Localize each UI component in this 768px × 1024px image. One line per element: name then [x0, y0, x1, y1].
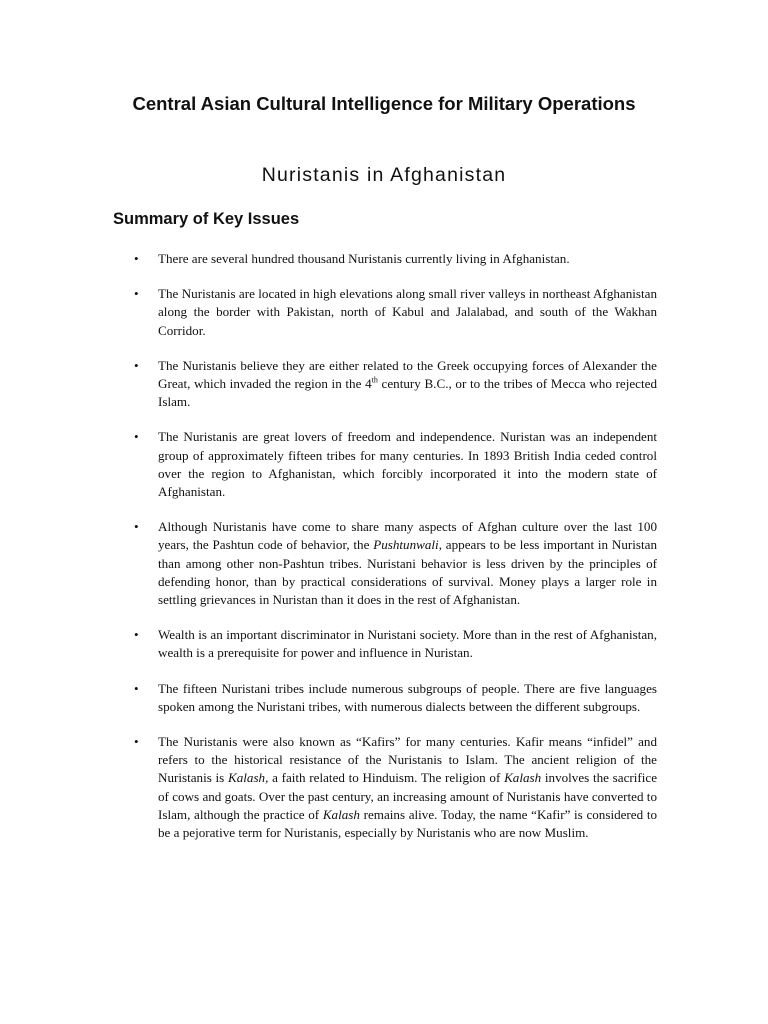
list-item	[131, 626, 657, 662]
bullet-text-part: remains alive. Today, the name “Kafir” is considered to be a pejorative term for Nuristanis, especially by Nuristanis who are now Muslim.	[158, 806, 657, 841]
italic-term: Pushtunwali	[373, 537, 439, 553]
italic-term: Kalash	[322, 806, 360, 822]
bullet-text: The fifteen Nuristani tribes include numerous subgroups of people. There are five languages spoken among the Nuristani tribes, with numerous dialects between the different subgroups.	[158, 680, 657, 714]
bullet-text-part: Although Nuristanis have come to share many aspects of Afghan culture over the last 100 years, the Pashtun code of behavior, the	[158, 519, 657, 553]
list-item	[131, 733, 657, 842]
bullet-text-part: a faith related to Hinduism. The religion of	[268, 770, 505, 786]
bullet-text-part: century B.C., or to the tribes of Mecca who rejected Islam.	[158, 376, 657, 410]
bullet-text: The Nuristanis are great lovers of freedom and independence. Nuristan was an independent group of approximately fifteen tribes for many centuries. In 1893 British India ceded control over the region to Afghanistan, which forcibly incorporated it into the modern state of Afghanistan.	[158, 429, 657, 500]
bullet-icon: •	[134, 627, 139, 643]
bullet-icon: •	[134, 734, 139, 750]
bullet-text-part: involves the sacrifice of cows and goats. Over the past century, an increasing amount of Nuristanis have converted to Islam, although the practice of	[158, 770, 658, 822]
italic-term: Kalash	[504, 770, 542, 786]
list-item	[131, 428, 657, 501]
list-item	[131, 680, 657, 716]
bullet-text: There are several hundred thousand Nuristanis currently living in Afghanistan.	[158, 251, 570, 266]
bullet-icon: •	[134, 429, 139, 445]
bullet-text	[158, 518, 657, 609]
ordinal-superscript: th	[371, 375, 378, 385]
bullet-text: Wealth is an important discriminator in Nuristani society. More than in the rest of Afghanistan, wealth is a prerequisite for power and influence in Nuristan.	[158, 627, 657, 661]
italic-term: Kalash,	[227, 770, 269, 786]
bullet-text-part: The Nuristanis believe they are either related to the Greek occupying forces of Alexander the Great, which invaded the region in the 4	[158, 357, 657, 392]
bullet-icon: •	[134, 286, 139, 302]
document-subtitle: Nuristanis in Afghanistan	[261, 164, 507, 186]
bullet-text: The Nuristanis are located in high elevations along small river valleys in northeast Afghanistan along the border with Pakistan, north of Kabul and Jalalabad, and south of the Wakhan Corridor.	[158, 286, 657, 338]
bullet-icon: •	[134, 357, 139, 373]
list-item	[131, 250, 657, 268]
bullet-text	[158, 733, 657, 842]
bullet-icon: •	[134, 519, 139, 535]
list-item	[131, 285, 657, 340]
bullet-icon: •	[134, 680, 139, 696]
bullet-text-part: , appears to be less important in Nuristan than among other non-Pashtun tribes. Nuristani behavior is less driven by the principles of defending honor, than by practical considerations of survival. Money plays a larger role in settling grievances in Nuristan than it does in the rest of Afghanistan.	[158, 537, 657, 608]
bullet-text-part: The Nuristanis were also known as “Kafirs” for many centuries. Kafir means “infidel” and refers to the historical resistance of the Nuristanis to Islam. The ancient religion of the Nuristanis is	[158, 734, 657, 786]
list-item	[131, 518, 657, 609]
list-item	[131, 357, 657, 412]
bullet-icon: •	[134, 251, 139, 266]
bullet-text	[158, 357, 657, 412]
document-title: Central Asian Cultural Intelligence for Military Operations	[132, 93, 636, 114]
section-heading: Summary of Key Issues	[113, 210, 300, 228]
key-issues-list	[131, 250, 657, 859]
